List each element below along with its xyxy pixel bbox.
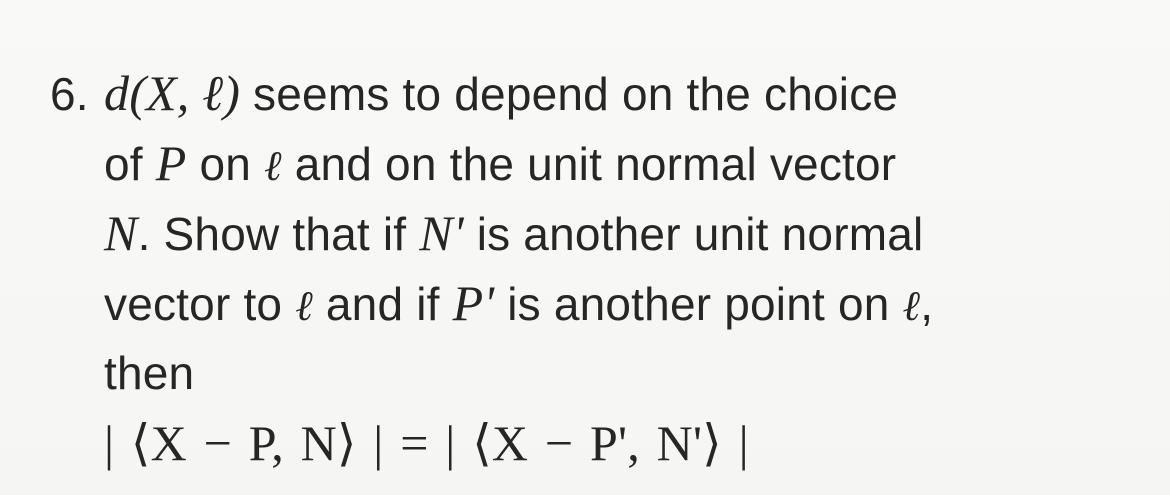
problem-text: is another point on: [494, 278, 903, 330]
normal-N-prime: N': [419, 205, 464, 261]
problem-line-4: [50, 268, 1140, 338]
problem-text: vector to: [104, 278, 296, 330]
problem-text: and if: [312, 278, 453, 330]
problem-text: . Show that if: [137, 208, 420, 260]
problem-text: on: [186, 138, 265, 190]
problem-text: is another unit normal: [463, 208, 924, 260]
problem-text: ,: [920, 278, 934, 330]
problem-6: [50, 58, 1140, 478]
line-ell-symbol: ℓ: [902, 281, 921, 330]
problem-text: and on the unit normal vector: [281, 138, 897, 190]
line-ell-symbol: ℓ: [295, 281, 313, 330]
line-ell-symbol: ℓ: [264, 141, 282, 190]
problem-text: seems to depend on the choice: [240, 68, 899, 120]
problem-line-5: [50, 338, 1140, 408]
problem-line-2: [50, 128, 1140, 198]
problem-line-3: [50, 198, 1140, 268]
distance-expression: d(X, ℓ): [104, 65, 241, 121]
problem-text: of: [104, 138, 156, 190]
point-P: P: [155, 135, 187, 191]
equation: [50, 408, 1140, 478]
problem-number: 6.: [50, 68, 89, 120]
problem-line-1: [50, 58, 1140, 128]
formula-text: | ⟨X − P, N⟩ | = | ⟨X − P', N'⟩ |: [104, 415, 749, 471]
problem-text: then: [104, 347, 195, 399]
normal-N: N: [104, 205, 138, 261]
point-P-prime: P': [452, 275, 495, 331]
